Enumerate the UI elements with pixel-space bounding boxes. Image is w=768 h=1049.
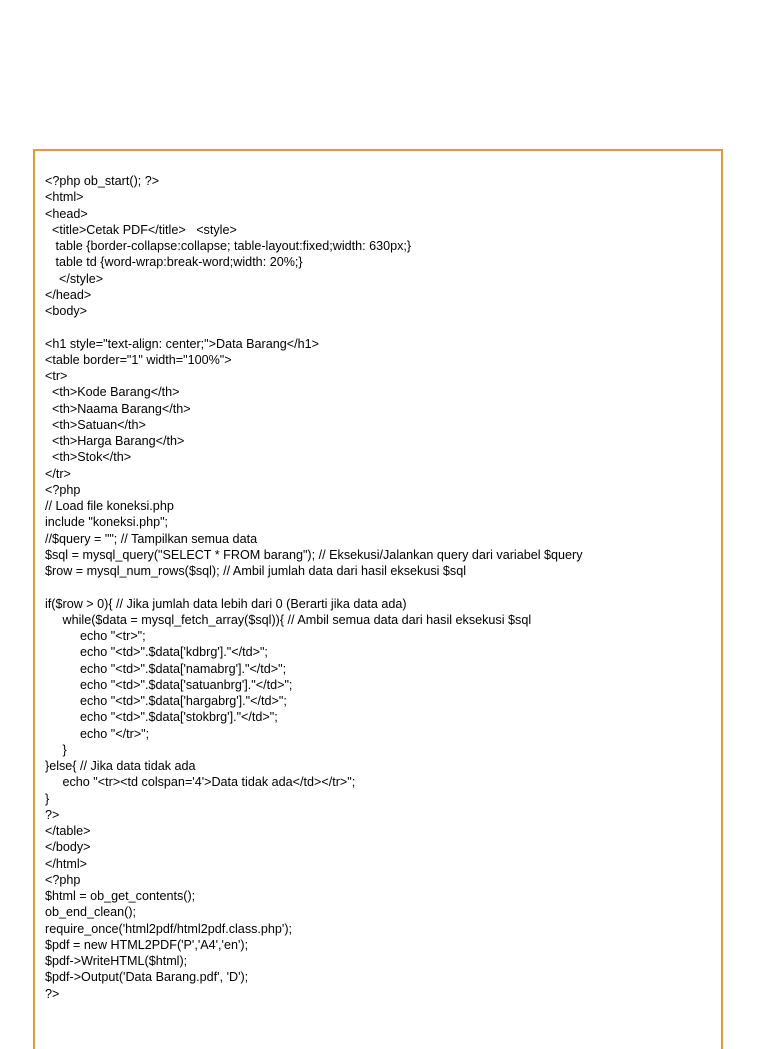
code-line: echo "<td>".$data['satuanbrg']."</td>";	[45, 677, 293, 692]
code-line: echo "<td>".$data['hargabrg']."</td>";	[45, 694, 287, 708]
code-box	[33, 149, 723, 1049]
code-line: echo "<td>".$data['stokbrg']."</td>";	[45, 710, 278, 725]
code-line: //$query = ""; // Tampilkan semua data	[45, 531, 258, 546]
code-line: require_once('html2pdf/html2pdf.class.php');	[45, 921, 293, 936]
code-line: </head>	[45, 287, 92, 302]
code-line: <head>	[45, 206, 88, 221]
code-line: ob_end_clean();	[45, 905, 137, 920]
code-line: $pdf->WriteHTML($html);	[45, 954, 188, 968]
code-line: $row = mysql_num_rows($sql); // Ambil jumlah data dari hasil eksekusi $sql	[45, 564, 467, 578]
code-line: <th>Kode Barang</th>	[45, 385, 180, 400]
code-line: }	[45, 742, 67, 757]
code-line: $html = ob_get_contents();	[45, 889, 196, 903]
code-line: table td {word-wrap:break-word;width: 20%;}	[45, 255, 303, 270]
code-line: <?php	[45, 872, 81, 887]
code-line: </style>	[45, 271, 104, 286]
code-line: echo "<tr>";	[45, 629, 146, 643]
code-line: </tr>	[45, 466, 71, 481]
code-line: <th>Naama Barang</th>	[45, 401, 191, 416]
code-line: </html>	[45, 856, 87, 871]
code-listing	[45, 173, 583, 1002]
code-line: <html>	[45, 190, 84, 205]
code-line: $sql = mysql_query("SELECT * FROM barang"); // Eksekusi/Jalankan query dari variabel $query	[45, 547, 583, 562]
code-line: <th>Stok</th>	[45, 450, 132, 465]
code-line: ?>	[45, 807, 60, 822]
code-line: <body>	[45, 304, 88, 318]
code-line: table {border-collapse:collapse; table-layout:fixed;width: 630px;}	[45, 239, 412, 253]
code-line: <?php	[45, 482, 81, 497]
code-line: <h1 style="text-align: center;">Data Barang</h1>	[45, 336, 319, 351]
code-line: include "koneksi.php";	[45, 515, 169, 530]
code-line: }	[45, 791, 50, 806]
code-line	[45, 319, 583, 335]
code-line: echo "<tr><td colspan='4'>Data tidak ada</td></tr>";	[45, 775, 356, 790]
code-line: if($row > 0){ // Jika jumlah data lebih dari 0 (Berarti jika data ada)	[45, 596, 407, 611]
code-line: <th>Satuan</th>	[45, 417, 146, 432]
code-line: // Load file koneksi.php	[45, 499, 174, 513]
code-line: echo "<td>".$data['kdbrg']."</td>";	[45, 645, 268, 660]
code-line: echo "</tr>";	[45, 726, 150, 741]
code-line	[45, 579, 583, 595]
code-line: $pdf = new HTML2PDF('P','A4','en');	[45, 937, 249, 952]
code-line: </table>	[45, 824, 91, 838]
code-line: </body>	[45, 840, 91, 855]
code-line: }else{ // Jika data tidak ada	[45, 759, 196, 773]
code-line: <tr>	[45, 369, 68, 383]
code-line: while($data = mysql_fetch_array($sql)){ // Ambil semua data dari hasil eksekusi $sql	[45, 612, 532, 627]
code-line: <title>Cetak PDF</title> <style>	[45, 222, 237, 237]
code-line: <table border="1" width="100%">	[45, 352, 232, 367]
code-line: ?>	[45, 986, 60, 1001]
code-line: echo "<td>".$data['namabrg']."</td>";	[45, 661, 287, 676]
code-line: <?php ob_start(); ?>	[45, 174, 160, 188]
code-line: <th>Harga Barang</th>	[45, 434, 185, 448]
code-line: $pdf->Output('Data Barang.pdf', 'D');	[45, 970, 249, 985]
